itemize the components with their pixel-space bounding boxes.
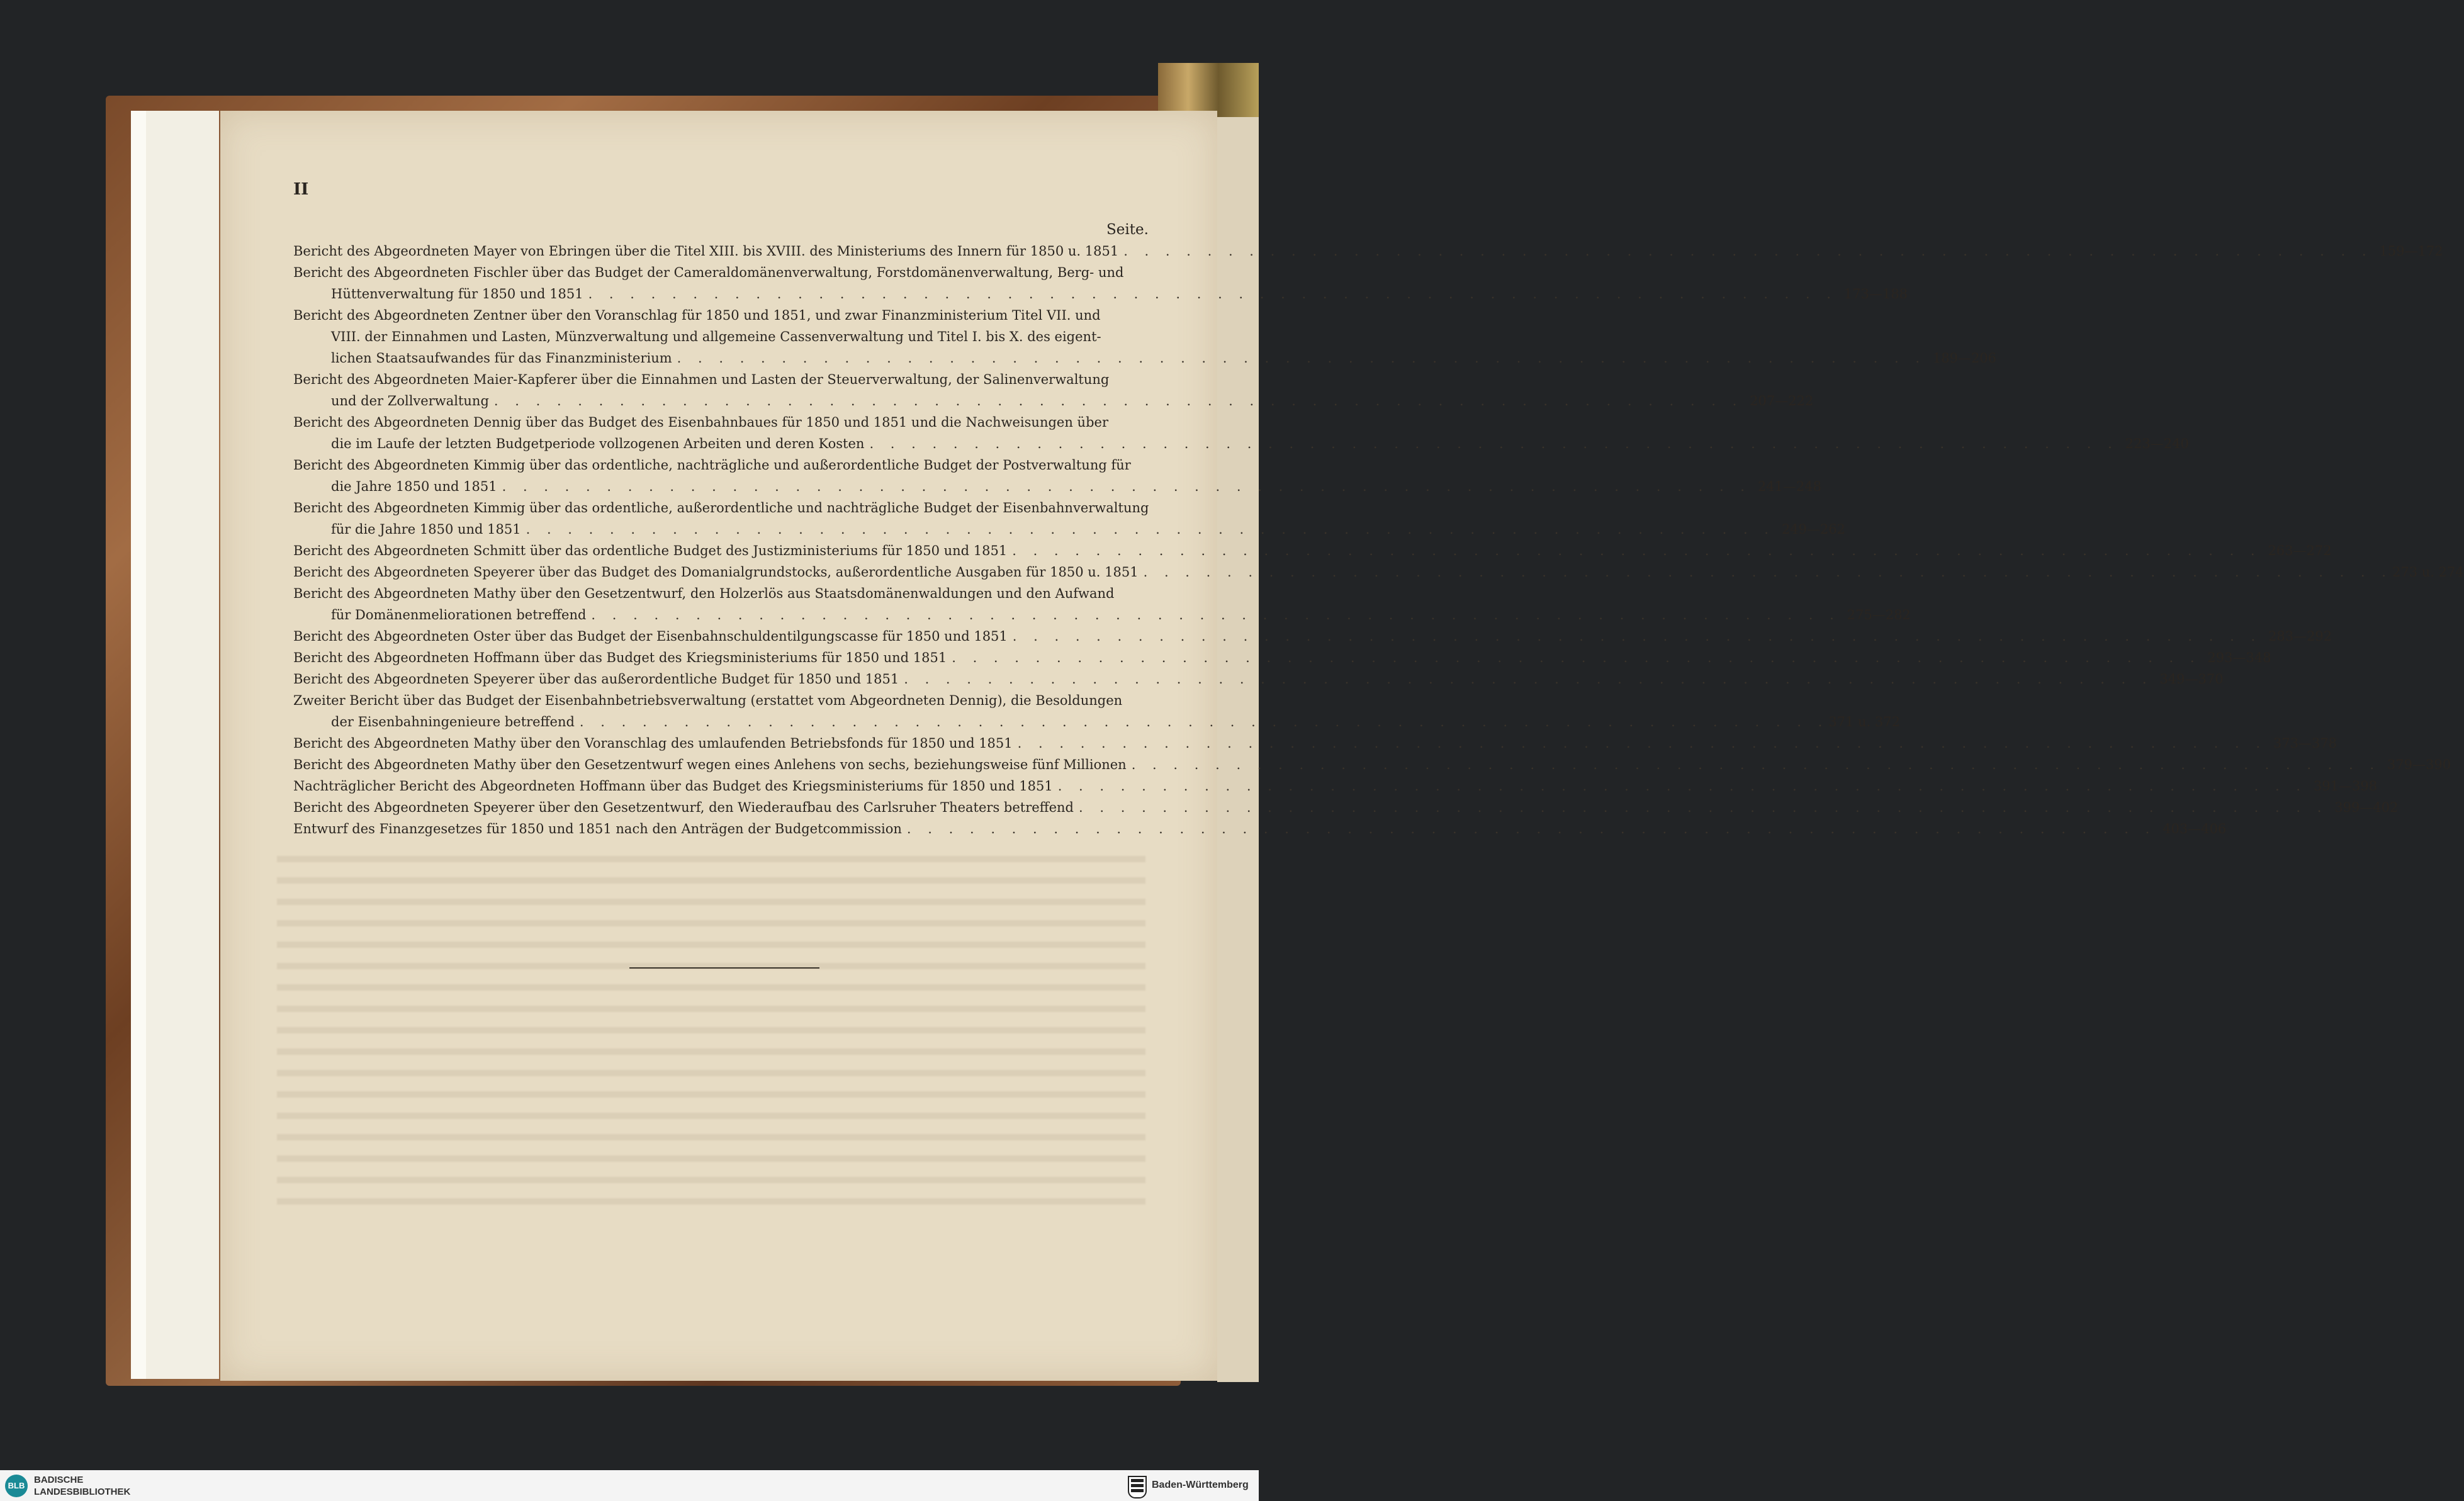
leader-dots: . . . . . . . . . . . . . . . . . . . . . . . . . . . . . . . . . . . . . . . . . . . . . . . . . . . . . . . . . . . . [1131,757,2381,772]
toc-entry-pages: 159—172 [2379,244,2443,259]
footer-bar [0,1470,1259,1501]
toc-entry-title: Bericht des Abgeordneten Fischler über das Budget der Cameraldomänenverwaltung, Forstdomänenverwaltung, Berg- und [293,265,1124,280]
toc-entry-line [293,519,1845,540]
toc-entry-line [293,647,2271,668]
toc-entry-line [293,733,2337,754]
toc-entry [293,668,2224,690]
toc-entry-line [293,775,2378,797]
toc-entry-pages: 371 u. 372 [1828,714,1901,729]
leader-dots: . . . . . . . . . . . . . . . . . . . . . . . . . . . . . . . . . . . . . . . . . . . . . . . . . . . . . . . . . . . . [952,650,2201,665]
toc-entry-line [293,433,2189,454]
toc-entry-title: Bericht des Abgeordneten Speyerer über den Gesetzentwurf, den Wiederaufbau des Carlsruher Theaters betreffend [293,800,1074,815]
toc-entry [293,262,1908,305]
page-number: II [293,180,309,199]
toc-entry-title: Bericht des Abgeordneten Mathy über den Gesetzentwurf wegen eines Anlehens von sechs, beziehungsweise fünf Millionen [293,757,1127,772]
blb-logo-icon[interactable]: BLB [5,1475,28,1497]
leader-dots: . . . . . . . . . . . . . . . . . . . . . . . . . . . . . . . . . . . . . . . . . . . . . . . . . . . . . . . . . . . . [904,672,2153,687]
toc-entry-title: Entwurf des Finanzgesetzes für 1850 und 1851 nach den Anträgen der Budgetcommission [293,821,902,836]
toc-entry-line [293,347,1997,369]
toc-entry [293,754,2451,775]
toc-entry [293,583,1911,626]
toc-entry-pages: 373—378 [2273,736,2337,751]
toc-entry [293,454,1821,497]
toc-entry [293,818,2227,840]
toc-entry-title: Bericht des Abgeordneten Oster über das Budget der Eisenbahnschuldentilgungscasse für 1850 und 1851 [293,629,1008,644]
leader-dots: . . . . . . . . . . . . . . . . . . . . . . . . . . . . . . . . . . . . . . . . . . . . . . . . . . . . . . . . . . . . [1079,800,2328,815]
toc-entry-title: Bericht des Abgeordneten Dennig über das Budget des Eisenbahnbaues für 1850 und 1851 und die Nachweisungen über [293,415,1108,430]
toc-entry-title: Bericht des Abgeordneten Kimmig über das ordentliche, nachträgliche und außerordentliche Budget der Postverwaltung für [293,458,1131,473]
toc-entry-title: lichen Staatsaufwandes für das Finanzministerium [331,351,672,366]
toc-entry-line [293,561,2464,583]
leader-dots: . . . . . . . . . . . . . . . . . . . . . . . . . . . . . . . . . . . . . . . . . . . . . . . . . . . . . . . . . . . . [1012,543,2261,558]
toc-entry-pages: 241—248 [1757,479,1821,494]
toc-entry [293,690,1901,733]
toc-entry-pages: 399—402 [2334,800,2399,815]
leader-dots: . . . . . . . . . . . . . . . . . . . . . . . . . . . . . . . . . . . . . . . . . . . . . . . . . . . . . . . . . . . . [869,436,2118,451]
toc-entry-pages: 207—222 [1750,393,1814,408]
toc-entry-line [293,797,2399,818]
toc-entry-title: Bericht des Abgeordneten Mathy über den Voranschlag des umlaufenden Betriebsfonds für 1850 und 1851 [293,736,1013,751]
toc-entry-pages: 349—370 [2159,672,2224,687]
toc-entry [293,540,2332,561]
toc-entry-title: Bericht des Abgeordneten Hoffmann über das Budget des Kriegsministeriums für 1850 und 1851 [293,650,947,665]
toc-entry-pages: 379—390 [2387,757,2451,772]
toc-entry-title: für die Jahre 1850 und 1851 [331,522,521,537]
bleed-through-text [277,856,1145,1208]
toc-entry-title: Hüttenverwaltung für 1850 und 1851 [331,286,583,301]
toc-entry-pages: 189—206 [1932,351,1997,366]
toc-entry-title: Bericht des Abgeordneten Speyerer über das Budget des Domanialgrundstocks, außerordentliche Ausgaben für 1850 u. 1851 [293,565,1139,580]
leader-dots: . . . . . . . . . . . . . . . . . . . . . . . . . . . . . . . . . . . . . . . . . . . . . . . . . . . . . . . . . . . . [526,522,1775,537]
flyleaf-edge [131,111,146,1379]
toc-entry-line [293,497,1159,519]
toc-entry-pages: 403—406 [2163,821,2227,836]
toc-entry-line [293,583,1159,604]
toc-entry-title: Bericht des Abgeordneten Speyerer über das außerordentliche Budget für 1850 und 1851 [293,672,899,687]
toc-entry-title: die Jahre 1850 und 1851 [331,479,497,494]
toc-entry [293,305,1997,369]
toc-entry-title: Bericht des Abgeordneten Schmitt über das ordentliche Budget des Justizministeriums für 1850 und 1851 [293,543,1008,558]
toc-entry-line [293,690,1159,711]
toc-entry-pages: 293—348 [2207,650,2271,665]
leader-dots: . . . . . . . . . . . . . . . . . . . . . . . . . . . . . . . . . . . . . . . . . . . . . . . . . . . . . . . . . . . . [1143,565,2392,580]
toc-entry-line [293,262,1159,283]
toc-entry-line [293,369,1159,390]
toc-entry-line [293,454,1159,476]
toc-entry-title: Bericht des Abgeordneten Mathy über den Gesetzentwurf, den Holzerlös aus Staatsdomänenwaldungen und den Aufwand [293,586,1115,601]
toc-entry-title: und der Zollverwaltung [331,393,489,408]
toc-entry-line [293,540,2332,561]
toc-entry-title: Nachträglicher Bericht des Abgeordneten Hoffmann über das Budget des Kriegsministeriums für 1850 und 1851 [293,779,1053,794]
toc-entry-pages: 223—240 [2125,436,2189,451]
coat-of-arms-icon [1128,1476,1147,1498]
toc-entry [293,369,1814,412]
leader-dots: . . . . . . . . . . . . . . . . . . . . . . . . . . . . . . . . . . . . . . . . . . . . . . . . . . . . . . . . . . . . [502,479,1751,494]
library-name-line1: BADISCHE [34,1475,84,1485]
section-divider [629,967,819,969]
toc-entry-title: die im Laufe der letzten Budgetperiode vollzogenen Arbeiten und deren Kosten [331,436,865,451]
toc-entry [293,412,2189,454]
leader-dots: . . . . . . . . . . . . . . . . . . . . . . . . . . . . . . . . . . . . . . . . . . . . . . . . . . . . . . . . . . . . [493,393,1743,408]
library-name[interactable] [34,1474,130,1498]
toc-entry-line [293,240,2443,262]
toc-entry-line [293,326,1159,347]
toc-entry-line [293,754,2451,775]
toc-entry-line [293,604,1911,626]
toc-entry-title: VIII. der Einnahmen und Lasten, Münzverwaltung und allgemeine Cassenverwaltung und Titel I. bis X. des eigent- [331,329,1101,344]
toc-entry-line [293,668,2224,690]
toc-entry-title: Bericht des Abgeordneten Mayer von Ebringen über die Titel XIII. bis XVIII. des Ministeriums des Innern für 1850 u. 1851 [293,244,1119,259]
toc-entry-line [293,412,1159,433]
leader-dots: . . . . . . . . . . . . . . . . . . . . . . . . . . . . . . . . . . . . . . . . . . . . . . . . . . . . . . . . . . . . [1123,244,2373,259]
leader-dots: . . . . . . . . . . . . . . . . . . . . . . . . . . . . . . . . . . . . . . . . . . . . . . . . . . . . . . . . . . . . [1017,736,2267,751]
toc-entry-line [293,626,2332,647]
toc-entry-title: Bericht des Abgeordneten Zentner über den Voranschlag für 1850 und 1851, und zwar Finanzministerium Titel VII. und [293,308,1101,323]
toc-entry-line [293,711,1901,733]
toc-entry-pages: 283—292 [2268,629,2332,644]
toc-entry-pages: 173—188 [1843,286,1908,301]
toc-entry-title: Bericht des Abgeordneten Kimmig über das ordentliche, außerordentliche und nachträgliche Budget der Eisenbahnverwaltung [293,500,1149,515]
leader-dots: . . . . . . . . . . . . . . . . . . . . . . . . . . . . . . . . . . . . . . . . . . . . . . . . . . . . . . . . . . . . [588,286,1837,301]
toc-entry [293,797,2399,818]
leader-dots: . . . . . . . . . . . . . . . . . . . . . . . . . . . . . . . . . . . . . . . . . . . . . . . . . . . . . . . . . . . . [1057,779,2307,794]
toc-entry [293,497,1845,540]
toc-entry-line [293,476,1821,497]
library-name-line2: LANDESBIBLIOTHEK [34,1487,131,1497]
leader-dots: . . . . . . . . . . . . . . . . . . . . . . . . . . . . . . . . . . . . . . . . . . . . . . . . . . . . . . . . . . . . [579,714,1829,729]
toc-entry [293,775,2378,797]
toc-entry-title: Bericht des Abgeordneten Maier-Kapferer über die Einnahmen und Lasten der Steuerverwaltung, der Salinenverwaltung [293,372,1110,387]
leader-dots: . . . . . . . . . . . . . . . . . . . . . . . . . . . . . . . . . . . . . . . . . . . . . . . . . . . . . . . . . . . . [591,607,1840,622]
toc-entry-line [293,305,1159,326]
leader-dots: . . . . . . . . . . . . . . . . . . . . . . . . . . . . . . . . . . . . . . . . . . . . . . . . . . . . . . . . . . . . [906,821,2156,836]
toc-entry [293,626,2332,647]
toc-entry-pages: 273 u. 274 [2392,565,2464,580]
leader-dots: . . . . . . . . . . . . . . . . . . . . . . . . . . . . . . . . . . . . . . . . . . . . . . . . . . . . . . . . . . . . [1012,629,2262,644]
toc-entry-pages: 249—262 [1781,522,1845,537]
table-of-contents [293,240,2464,840]
toc-entry-pages: 263—272 [2268,543,2332,558]
toc-entry [293,240,2443,262]
toc-entry-pages: 391—398 [2313,779,2378,794]
toc-entry [293,647,2271,668]
toc-entry [293,733,2337,754]
state-name[interactable]: Baden-Württemberg [1152,1480,1249,1490]
toc-entry-title: der Eisenbahningenieure betreffend [331,714,575,729]
toc-entry [293,561,2464,583]
toc-entry-title: Zweiter Bericht über das Budget der Eisenbahnbetriebsverwaltung (erstattet vom Abgeordneten Dennig), die Besoldungen [293,693,1123,708]
toc-entry-line [293,283,1908,305]
toc-entry-pages: 275—282 [1847,607,1911,622]
toc-entry-line [293,390,1814,412]
page-column-header: Seite. [1106,222,1149,238]
toc-entry-line [293,818,2227,840]
toc-entry-title: für Domänenmeliorationen betreffend [331,607,587,622]
leader-dots: . . . . . . . . . . . . . . . . . . . . . . . . . . . . . . . . . . . . . . . . . . . . . . . . . . . . . . . . . . . . [677,351,1927,366]
